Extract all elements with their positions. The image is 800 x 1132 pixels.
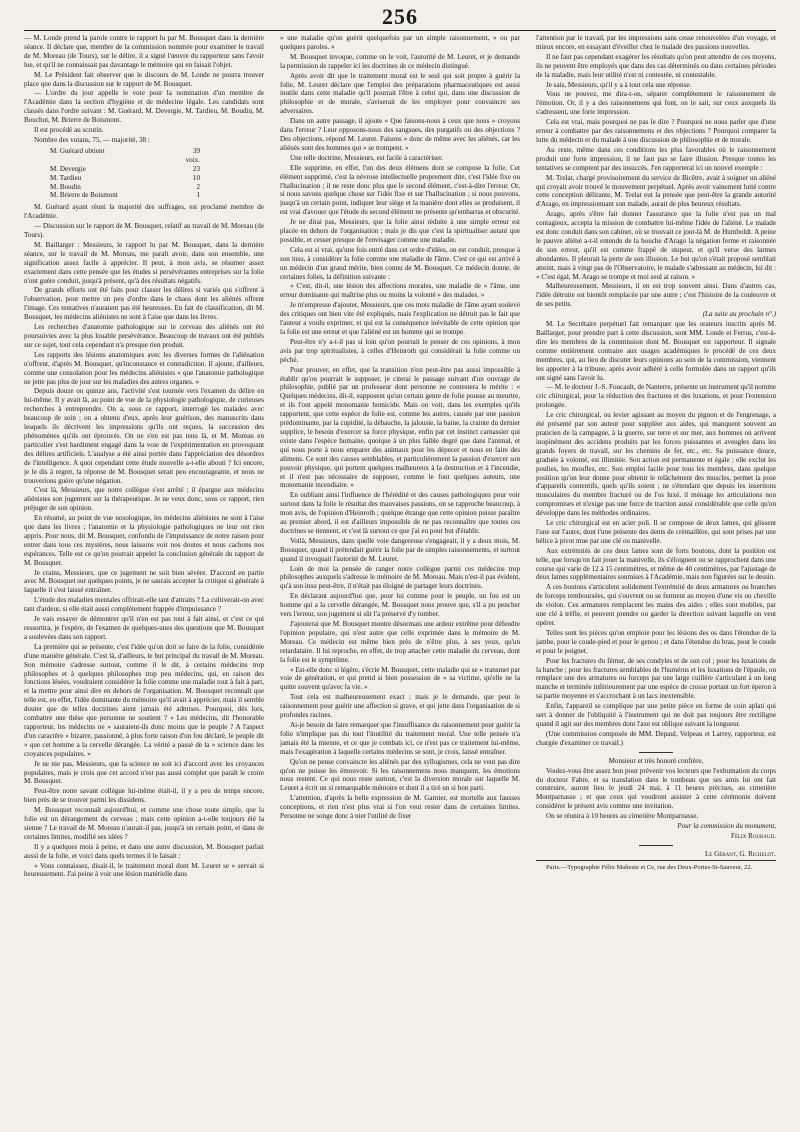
- paragraph: « Vous connaissez, disait-il, le traitement moral dont M. Leuret se » servait si heureusement. J'ai peine à voir une lésion matérielle dans: [24, 861, 264, 879]
- paragraph: Enfin, l'appareil se complique par une petite pièce en forme de coin aplati qui sert à donner de l'obliquité à l'instrument qui ne doit pas toujours être rectiligne quand il agit sur des membres dont l'axe est oblique suivant la longueur.: [536, 702, 776, 728]
- paragraph: M. Bousquet reconnaît aujourd'hui, et comme une chose toute simple, que la folie est un dérangement du cerveau ; mais cette opinion a-t-elle toujours été la sienne ? Le travail de M. Moreau n'aurait-il pas, jusqu'à un certain point, et dans de certaines limites, modifié ses idées ?: [24, 806, 264, 841]
- page-number: 256: [382, 4, 418, 29]
- vote-row: [50, 191, 200, 200]
- paragraph: Voilà, Messieurs, dans quelle voie dangereuse s'engageait, il y a deux mois, M. Bousquet, quand il prétendait guérir la folie par de simples raisonnements, et surtout quand il invoquait l'autorité de M. Leuret.: [280, 536, 520, 563]
- paragraph: Le cric chirurgical est en acier poli. Il se compose de deux lames, qui glissent l'une sur l'autre, dont l'une présente des dents de crémaillère, qui sont prises par une hélice à pivot mue par une clé ou manivelle.: [536, 519, 776, 545]
- paragraph: De grands efforts ont été faits pour classer les délires si variés qui s'offrent à l'observation, pour mettre un peu d'ordre dans le chaos dont les aliénés offrent l'image. Ces tentatives n'auraient pas été heureuses. En fait de classification, dit M. Bousquet, les médecins aliénistes ne sont à l'aise que dans les livres.: [24, 286, 264, 322]
- candidate-name: M. Boudin: [50, 182, 81, 191]
- paragraph: l'attention par le travail, par les impressions sans cesse renouvelées d'un voyage, et mieux encore, en essayant d'éveiller chez le malade des passions nouvelles.: [536, 34, 776, 51]
- paragraph: La première qui se présente, c'est l'idée qu'on doit se faire de la folie, considérée d'une manière générale. C'est là, d'ailleurs, le but principal du travail de M. Moreau. Son mémoire s'adresse surtout, comme il le dit, à certains médecins trop philosophes et à quelques philosophes trop peu médecins, qui, en raison des fonctions lésées, voudraient considérer la folie comme une maladie tout à fait à part, et la mettre pour ainsi dire en dehors de l'organisation. M. Bousquet reconnaît que telle est, en effet, l'idée dominante du mémoire qu'il avait à apprécier, mais il semble douter que de telles doctrines aient jamais été admises. Pourquoi, dès lors, combattre une thèse que personne ne soutient ? « Les médecins, dit l'honorable rapporteur, les médecins ne » sauraient-ils donc moins que le peuple ? A l'aspect d'un caractère » bizarre, passionné, à plus forte raison d'un fou déclaré, le peuple dit » que cet homme a la cervelle dérangée. La vérité a passé de la » science dans les croyances populaires. »: [24, 642, 264, 758]
- vote-count: 2: [196, 182, 200, 191]
- column-3: [536, 34, 776, 1114]
- paragraph: « Est-elle donc si légère, s'écrie M. Bousquet, cette maladie qui se » transmet par voie de génération, et qui prend si bien possession de » sa victime, qu'elle ne la quitte souvent qu'avec la vie. »: [280, 665, 520, 692]
- header-rule: [24, 30, 776, 31]
- notice-paragraph: On se réunira à 10 heures au cimetière Montparnasse.: [546, 812, 699, 821]
- paragraph: Je vais essayer de démontrer qu'il n'en est pas tout à fait ainsi, et c'est ce qui ressortira, je l'espère, de l'examen de quelques-unes des questions que M. Bousquet a soulevées dans son rapport.: [24, 615, 264, 641]
- paragraph: Il ne faut pas cependant exagérer les résultats qu'on peut attendre de ces moyens, ils ne peuvent être employés que dans des cas déterminés ou dans certaines périodes de la maladie, mais leur utilité n'est ni contestée, ni contestable.: [536, 52, 776, 79]
- paragraph: M. Guérard ayant réuni la majorité des suffrages, est proclamé membre de l'Académie.: [24, 203, 264, 221]
- paragraph: Le cric chirurgical, ou levier agissant au moyen du pignon et de l'engrenage, a été présenté par son auteur pour suppléer aux aides, qui manquent souvent au praticien de la campagne, à la guerre, sur terre et sur mer, aux hommes où arrivent inopinément des accidens produits par les forces puissantes et aveugles dans les grands foyers de travail, sur les chemins de fer, etc., etc. Sa puissance douce, graduée à volonté, est illimitée. Son action est permanente et égale ; elle exclut les poulies, les moufles, etc. Son emploi facile pour tous les membres, dans quelque position qu'on leur donne pour obtenir le relâchement des muscles, permet la pose d'appareils contentifs, quels qu'ils soient ; ne s'étendant que depuis les insertions musculaires du membre fracturé ou de l'os luxé, il ménage les articulations non compromises et n'exige pas une force de traction aussi considérable que celle qu'on développe dans les méthodes ordinaires.: [536, 411, 776, 518]
- paragraph: Cela est vrai, mais pourquoi ne pas le dire ? Pourquoi ne nous parler que d'une erreur à combattre par des raisonnemens et des objections ? Pourquoi comparer la lutte du médecin et du malade à une discussion de philosophie et de morale.: [536, 118, 776, 144]
- printer-imprint: Paris.—Typographie Félix Malteste et Ce, rue des Deux-Portes-St-Sauveur, 22.: [536, 860, 776, 873]
- paragraph: En oubliant ainsi l'influence de l'hérédité et des causes pathologiques pour voir surtout dans la folie le résultat des mauvaises passions, on se rapproche beaucoup, à mon avis, de l'opinion d'Heinroth ; quelque étrange que cette opinion puisse paraître au premier abord, il est d'ailleurs impossible de ne pas reconnaître que toutes ces doctrines se tiennent, et c'est là surtout ce que j'ai eu pour but d'établir.: [280, 491, 520, 535]
- paragraph: Je crains, Messieurs, que ce jugement ne soit bien sévère. D'accord en partie avec M. Bousquet sur quelques points, je ne saurais accepter la critique si générale à laquelle il s'est laissé entraîner.: [24, 568, 264, 595]
- paragraph: Telles sont les pièces qu'on emploie pour les lésions des os dans l'étendue de la jambe, pour le coude-pied et pour le genou ; et dans l'étendue du bras, pour le coude et pour le poignet.: [536, 628, 776, 655]
- paragraph: Une telle doctrine, Messieurs, est facile à caractériser.: [290, 153, 443, 162]
- paragraph: Pour les fractures du fémur, de ses condyles et de son col ; pour les luxations de la hanche ; pour les fractures semblables de l'humérus et les luxations de l'épaule, on remplace une des armatures ou forceps par une large cuillère s'articulant à un long manche et terminée inférieurement par une espèce de crosse portant un fort éperon à sa partie moyenne et s'accrochant à un lacs inextensible.: [536, 656, 776, 701]
- paragraph: Depuis douze ou quinze ans, l'activité s'est tournée vers l'examen du délire en lui-même. Il y avait là, au point de vue de la physiologie pathologique, de curieuses recherches à entreprendre. On a, sous ce rapport, interrogé les malades avec beaucoup de soin ; on a obtenu d'eux, après leur guérison, des manuscrits dans lesquels ils décrivent les impressions qu'ils ont reçues, la succession des phénomènes qu'ils ont éprouvés. On ne s'en est pas tenu là, et M. Moreau en particulier s'est hardiment engagé dans la voie de l'expérimentation en provoquant des délires artificiels. L'analyse a été ainsi portée dans l'appréciation des désordres de l'intelligence. A quoi cependant cette étude nouvelle a-t-elle abouti ? Ici encore, je le dis à regret, la réponse de M. Bousquet serait peu encourageante, et nous ne trouverions guère qu'une négation.: [24, 387, 264, 485]
- candidate-name: M. Tardieu: [50, 173, 82, 182]
- paragraph: Arago, après s'être fait donner l'assurance que la folie n'est pas un mal contagieux, accepta la mission de combattre lui-même l'idée de l'aliéné. Le malade est donc conduit dans son cabinet, où se trouvait ce jour-là M. de Humboldt. A peine le pauvre aliéné a-t-il entendu de la bouche d'Arago la négation ferme et raisonnée de son erreur, qu'il est comme frappé de stupeur, et qu'il verse des larmes abondantes. Il pleurait la perte de son illusion. Le but qu'on s'était proposé semblait atteint, mais à vingt pas de l'Observatoire, le malade s'adressant au médecin, lui dit : « C'est égal, M. Arago se trompe et moi seul ai raison. »: [536, 210, 776, 281]
- paragraph: L'attention, d'après la belle expression de M. Garnier, est mortelle aux fausses conceptions, et rien n'est plus vrai si l'on veut rester dans de certaines limites. Personne ne songe donc à nier l'utilité de fixer: [280, 794, 520, 821]
- paragraph: — M. Londe prend la parole contre le rapport lu par M. Bousquet dans la dernière séance. Il déclare que, membre de la commission nommée pour examiner le travail de M. Moreau (de Tours), sur le délire, il a signé l'œuvre du rapporteur sans l'avoir lue, et qu'il ne connaissait pas davantage le mémoire qui en faisait l'objet.: [24, 34, 264, 69]
- paragraph: M. Le Secrétaire perpétuel fait remarquer que les orateurs inscrits après M. Baillarger, pour prendre part à cette discussion, sont MM. Londe et Ferrus, c'est-à-dire les membres de la commission dont M. Bousquet est rapporteur. Il signale comme entièrement contraire aux usages académiques le procédé de ces deux membres, qui, au lieu de discuter leurs opinions au sein de la commission, viennent les apporter à la tribune, après avoir adhéré à celle formulée dans un rapport qu'ils ont signé sans l'avoir lu.: [536, 320, 776, 382]
- vote-row: [50, 174, 200, 183]
- paragraph: Cela est si vrai, qu'une fois entré dans cet ordre d'idées, on est conduit, presque à son insu, à considérer la folie comme une maladie de l'âme. C'est ce qui est arrivé à un médecin d'un grand mérite, bien connu de M. Bousquet. Ce médecin donne, de certaines folies, la définition suivante :: [280, 245, 520, 281]
- vote-count: 39 voix.: [185, 146, 200, 164]
- vote-count: 10: [192, 173, 200, 182]
- candidate-name: M. Devergie: [50, 164, 86, 173]
- paragraph: » une maladie qu'on guérit quelquefois par un simple raisonnement, » ou par quelques paroles. »: [280, 34, 520, 51]
- vote-count: 1: [196, 191, 200, 200]
- paragraph: Je sais, Messieurs, qu'il y a à tout cela une réponse.: [546, 80, 692, 89]
- paragraph: J'ajouterai que M. Bousquet montre désormais une ardeur extrême pour défendre l'opinion populaire, qui n'est autre que celle exprimée dans le mémoire de M. Moreau. Ce médecin est même bien près de n'être plus, à ses yeux, qu'un retardataire. Il lui reproche, en effet, de trop attacher cette maladie du cerveau, dont la folie est le symptôme.: [280, 620, 520, 664]
- paragraph: — L'ordre du jour appelle le vote pour la nomination d'un membre de l'Académie dans la section d'hygiène et de médecine légale. Les candidats sont classés dans l'ordre suivant : M. Guérard, M. Devergie, M. Tardieu, M. Boudin, M. Bouchut, M. Brierre de Boismont.: [24, 89, 264, 125]
- paragraph: M. Baillarger : Messieurs, le rapport lu par M. Bousquet, dans la dernière séance, sur le travail de M. Moreau, me paraît avoir, dans son ensemble, une signification assez facile à apprécier. Il peut, à mon avis, se résumer assez exactement dans cette pensée que les études si persévérantes entreprises sur la folie n'ont guère conduit, jusqu'à présent, qu'à des résultats négatifs.: [24, 240, 264, 285]
- paragraph: M. Trelat, chargé provisoirement du service de Bicêtre, avait à soigner un aliéné qui croyait avoir trouvé le mouvement perpétuel. Après avoir vainement lutté contre cette conception délirante, M. Trelat eut la pensée que peut-être la grande autorité d'Arago, en impressionnant son malade, aurait de plus heureux résultats.: [536, 173, 776, 209]
- signature-name: Félix Roubaud.: [731, 831, 776, 840]
- paragraph: C'est là, Messieurs, que notre collègue s'est arrêté ; il épargne aux médecins aliénistes son jugement sur la thérapeutique. Je ne veux donc, sous ce rapport, rien préjuger de son opinion.: [24, 486, 264, 513]
- candidate-name: M. Brierre de Boismont: [50, 191, 118, 200]
- paragraph: Les recherches d'anatomie pathologique sur le cerveau des aliénés ont été poursuivies avec la plus louable persévérance. Beaucoup de travaux ont été publiés sur ce sujet, tout cela cependant n'a presque rien produit.: [24, 323, 264, 349]
- paragraph: Il y a quelques mois à peine, et dans une autre discussion, M. Bousquet parlait aussi de la folie, et voici dans quels termes il le faisait :: [24, 842, 264, 860]
- paragraph: Elle supprime, en effet, l'un des deux élémens dont se compose la folie. Cet élément supprimé, c'est la névrose intellectuelle proprement dite, c'est l'idée fixe ou l'hallucination ; il ne reste donc plus que le second élément, c'est-à-dire l'erreur. Or, si nous savons quelque chose sur l'idée fixe et sur l'hallucination ; si nous pouvons, jusqu'à un certain point, indiquer leur siège et la manière dont elles se produisent, il est vrai d'avouer que l'étude du second élément ne présente qu'embarras et obscurité.: [280, 163, 520, 217]
- paragraph: Qu'on ne pense convaincre les aliénés par des syllogismes, cela ne veut pas dire qu'on ne puisse les émouvoir. Si les raisonnemens nous manquent, les émotions nous restent. Ce qui nous reste surtout, c'est la diversion morale sur laquelle M. Leuret a écrit un si remarquable mémoire et dont il a tiré un si bon parti.: [280, 757, 520, 793]
- paragraph: Malheureusement, Messieurs, il en est trop souvent ainsi. Dans d'autres cas, l'idée détruite est bientôt remplacée par une autre ; c'est l'histoire de la couleuvre et de ses petits.: [536, 282, 776, 309]
- vote-count: 23: [192, 164, 200, 173]
- paragraph: M. Bousquet invoque, comme on le voit, l'autorité de M. Leuret, et je demande la permission de rappeler ici les doctrines de ce médecin distingué.: [280, 52, 520, 70]
- paragraph: L'étude des maladies mentales offrirait-elle tant d'attraits ? La cultiverait-on avec tant d'ardeur, si elle était aussi complètement frappée d'impuissance ?: [24, 596, 264, 614]
- section-divider: [639, 845, 673, 846]
- paragraph: Après avoir dit que le traitement moral est le seul qui soit propre à guérir la folie, M. Leuret déclare que l'emploi des préparations pharmaceutiques est aussi inutile dans cette maladie qu'il pourrait l'être à celui qui, dans une discussion de philosophie et de morale, s'aviserait de les employer pour convaincre ses adversaires.: [280, 71, 520, 116]
- paragraph: Ai-je besoin de faire remarquer que l'insuffisance du raisonnement pour guérir la folie n'implique pas du tout l'inutilité du traitement moral. Une telle pensée n'a jamais été la mienne, et ce que je combats ici, ce n'est pas ce traitement lui-même, mais l'exagération à laquelle certains médecins se sont, je crois, laissé entraîner.: [280, 720, 520, 756]
- vote-row: [50, 183, 200, 192]
- paragraph: Les rapports des lésions anatomiques avec les diverses formes de l'aliénation n'offrent, d'après M. Bousquet, qu'inconstance et contradiction. Il ajoute, d'ailleurs, comme une consolation pour les médecins aliénistes « que l'anatomie pathologique ne jette pas plus de jour sur les maladies des autres organes. »: [24, 350, 264, 386]
- vote-row: [50, 147, 200, 165]
- vote-results: [50, 147, 264, 200]
- paragraph: Je ne dirai pas, Messieurs, que la folie ainsi réduite à une simple erreur est placée en dehors de l'organisation ; mais je dis que c'est la spiritualiser autant que possible, et cesser presque de l'envisager comme une maladie.: [280, 218, 520, 244]
- paragraph: Je ne nie pas, Messieurs, que la science ne soit ici d'accord avec les croyances populaires, mais je crois que cet accord n'est pas aussi complet que paraît le croire M. Bousquet.: [24, 759, 264, 786]
- paragraph: Je m'empresse d'ajouter, Messieurs, que ces mots maladie de l'âme ayant soulevé des critiques ont bien vite été expliqués, mais l'explication ne détruit pas le fait que l'auteur a voulu exprimer, et qui est la conséquence inévitable de cette opinion que la folie est une erreur et que l'aliéné est un homme qui se trompe.: [280, 301, 520, 336]
- paragraph: Nombre des votans, 75, — majorité, 38 :: [34, 135, 150, 144]
- paragraph: Pour prouver, en effet, que la transition n'est peut-être pas aussi impossible à établir qu'on pourrait le supposer, je citerai le passage suivant d'un ouvrage de philosophie, publié par un professeur dont personne ne contestera le mérite : « Quelques médecins, dit-il, supposent qu'un certain genre de folie pousse au meurtre, et ils l'ont appelé monomanie homicide. Mais on voit, dans les exemples qu'ils rapportent, que cette espèce de folie est, comme les autres, causée par une passion prédominante, par la cupidité, la débauche, la jalousie, la haine, la crainte du dernier supplice, le besoin d'exercer sa force physique, enfin par cet instinct carnassier qui existe dans l'espèce humaine, quoique à un plus faible degré que dans l'animal, et qui nous porte à nous emparer des animaux pour les dépecer et nous en faire des alimens. Ce sont des causes semblables, et particulièrement la passion d'exercer son pouvoir physique, qui portent quelques malheureux à la destruction et à l'incendie, et il n'est pas nécessaire de supposer, comme le font quelques auteurs, une monomanie incendiaire. »: [280, 365, 520, 490]
- candidate-name: M. Guérard obtient: [50, 146, 105, 155]
- continuation-note: (La suite au prochain n°.): [702, 310, 776, 319]
- paragraph: Au reste, même dans ces conditions les plus favorables où le raisonnement produit une forte impression, il ne faut pas se faire illusion. Presque toutes les tentatives se comptent par des insuccès. J'en rapporterai ici un nouvel exemple :: [536, 145, 776, 172]
- paragraph: « C'est, dit-il, une lésion des affections morales, une maladie de » l'âme, une erreur dominante qui maîtrise plus ou moins la volonté » des malades. »: [280, 282, 520, 300]
- paragraph: Peut-être n'y a-t-il pas si loin qu'on pourrait le penser de ces opinions, à mon avis par trop spiritualistes, à celles d'Heinroth qui considérait la folie comme un péché.: [280, 337, 520, 364]
- paragraph: A ces boutons s'articulent solidement l'extrémité de deux armatures ou branches de forceps remboursées, qui s'ouvrent ou se ferment au moyen d'une vis ou cheville de violon. Ces armatures remplacent les mains des aides ; elles sont mobiles, par une clé à trèfle, et peuvent prendre ou garder la direction suivant laquelle on veut opérer.: [536, 583, 776, 627]
- paragraph: — M. le docteur J.-S. Foucault, de Nanterre, présente un instrument qu'il nomme cric chirurgical, pour la réduction des fractures et des luxations, et pour l'extension prolongée.: [536, 383, 776, 410]
- column-1: [24, 34, 264, 1114]
- paragraph: M. Le Président fait observer que le discours de M. Londe ne pourra trouver place que dans la discussion sur le rapport de M. Bousquet.: [24, 70, 264, 88]
- paragraph: Vous ne pouvez, me dira-t-on, séparer complètement le raisonnement de l'émotion. Or, il y a des raisonnemens qui font, on le sait, sur ceux auxquels ils s'adressent, une forte impression.: [536, 90, 776, 117]
- column-2: [280, 34, 520, 1114]
- paragraph: En résumé, au point de vue nosologique, les médecins aliénistes ne sont à l'aise que dans les livres ; l'anatomie et la physiologie pathologiques ne leur ont rien appris. Pour nous, dit M. Bousquet, confondu de l'impuissance de notre raison pour entrer dans tous ces mystères, nous laissons voir nos doutes et nous cachons nos espérances. Telle est ce qu'on pourrait appeler la conclusion générale du rapport de M. Bousquet.: [24, 514, 264, 567]
- paragraph: Aux extrémités de ces deux lames sont de forts boutons, dont la position est telle, que lorsqu'on fait jouer la manivelle, ils s'éloignent ou se rapprochent dans une course qui varie de 12 à 15 centimètres, et même de 40 centimètres, par l'ajustage de deux lames supplémentaires soumises à l'Académie, mais non figurées sur le dessin.: [536, 546, 776, 582]
- vote-row: [50, 165, 200, 174]
- paragraph: Peut-être notre savant collègue lui-même était-il, il y a peu de temps encore, bien près de se trouver parmi les dissidens.: [24, 787, 264, 805]
- paragraph: Dans un autre passage, il ajoute « Que faisons-nous à ceux que nous » croyons dans l'erreur ? Leur opposons-nous des sangsues, des purgatifs ou des objections ? Des objections, répond M. Leuret. Faisons » donc de même avec les aliénés, car les aliénés sont des hommes qui » se trompent. »: [280, 117, 520, 152]
- paragraph: En déclarant aujourd'hui que, pour lui comme pour le peuple, un fou est un homme qui a la cervelle dérangée, M. Bousquet nous prouve que, s'il a pu pencher vers l'erreur, son jugement si sûr l'a préservé d'y tomber.: [280, 592, 520, 619]
- paragraph: Il est procédé au scrutin.: [34, 126, 104, 135]
- gerant-line: Le Gérant, G. Richelot.: [704, 849, 776, 858]
- signature-line: Pour la commission du monument,: [677, 822, 776, 831]
- notice-salutation: Monsieur et très honoré confrère,: [608, 756, 704, 765]
- paragraph: Loin de moi la pensée de ranger notre collègue parmi ces médecins trop philosophes auxquels s'adresse le mémoire de M. Moreau. Mais n'est-il pas évident, qu'à son insu peut-être, il n'était pas éloigné de partager leurs doctrines.: [280, 564, 520, 591]
- section-divider: [639, 752, 673, 753]
- notice-paragraph: Voulez-vous être assez bon pour prévenir vos lecteurs que l'exhumation du corps du docteur Fabre, et sa translation dans le tombeau que ses amis lui ont fait construire, auront lieu le jeudi 24 mai, à 11 heures précises, au cimetière Montparnasse ; et que ceux qui voudront assister à cette cérémonie doivent considérer le présent avis comme une invitation.: [536, 766, 776, 811]
- paragraph: (Une commission composée de MM. Depaul, Velpeau et Larrey, rapporteur, est chargée d'examiner ce travail.): [536, 729, 776, 747]
- paragraph: — Discussion sur le rapport de M. Bousquet, relatif au travail de M. Moreau (de Tours).: [24, 222, 264, 240]
- paragraph: Tout cela est malheureusement exact ; mais je le demande, que peut le raisonnement pour guérir une affection si grave, et qui jette dans l'organisation de si profondes racines.: [280, 693, 520, 720]
